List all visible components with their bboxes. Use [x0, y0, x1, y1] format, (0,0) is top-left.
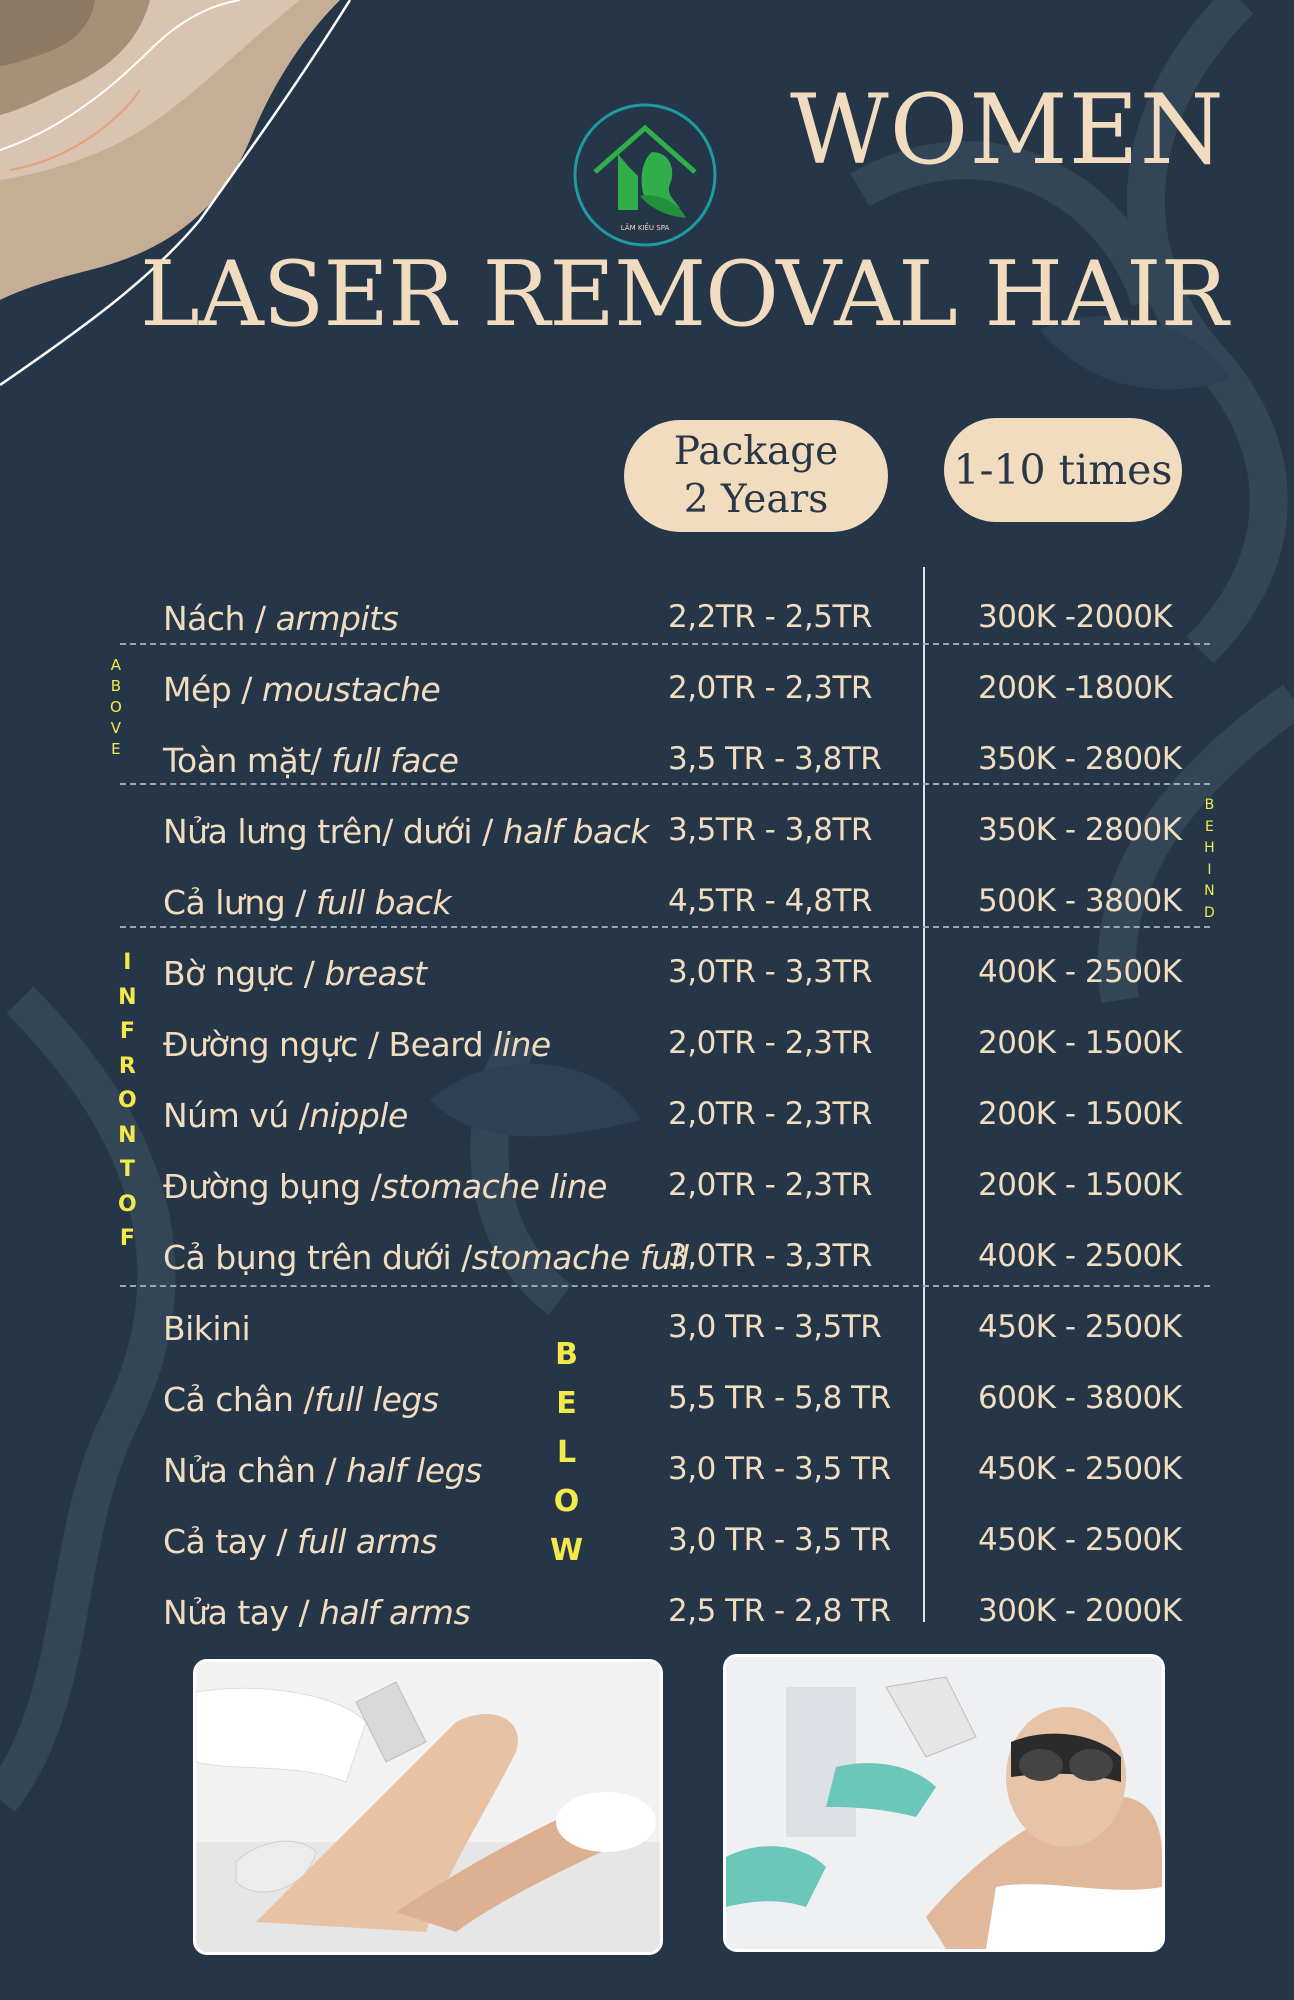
page-title-women: WOMEN — [790, 74, 1225, 186]
label-behind — [1204, 795, 1215, 924]
vertical-label-letter: O — [553, 1484, 580, 1519]
service-name — [163, 1025, 551, 1064]
service-name — [163, 1238, 689, 1277]
service-name-vi: Cả lưng / — [163, 883, 316, 922]
vertical-label-letter: N — [118, 1122, 137, 1148]
service-name — [163, 1593, 470, 1632]
per-session-price: 350K - 2800K — [978, 741, 1182, 777]
service-name-vi: Nách / — [163, 599, 276, 638]
package-price: 3,0TR - 3,3TR — [668, 954, 872, 990]
times-label: 1-10 times — [953, 446, 1173, 494]
per-session-price: 200K - 1500K — [978, 1096, 1182, 1132]
vertical-label-letter: O — [118, 1088, 137, 1113]
vertical-label-letter: E — [556, 1386, 577, 1421]
service-name — [163, 741, 458, 780]
package-price: 3,0 TR - 3,5 TR — [668, 1522, 891, 1558]
service-name-en: breast — [324, 954, 427, 993]
package-price: 2,0TR - 2,3TR — [668, 1167, 872, 1203]
vertical-label-letter: F — [119, 1019, 135, 1044]
vertical-label-letter: O — [110, 698, 122, 716]
service-name-en: half back — [502, 812, 650, 851]
per-session-price: 400K - 2500K — [978, 954, 1182, 990]
package-price: 2,0TR - 2,3TR — [668, 670, 872, 706]
service-name-en: half arms — [319, 1593, 471, 1632]
service-name-vi: Núm vú / — [163, 1096, 310, 1135]
per-session-price: 200K -1800K — [978, 670, 1173, 706]
service-name-vi: Bikini — [163, 1309, 251, 1348]
service-name-vi: Cả chân / — [163, 1380, 315, 1419]
times-column-header — [944, 418, 1182, 522]
price-row — [0, 1508, 1294, 1579]
vertical-label-letter: H — [1204, 840, 1215, 856]
vertical-label-letter: D — [1204, 904, 1215, 921]
label-above — [110, 655, 122, 760]
service-name-vi: Toàn mặt/ — [163, 741, 332, 780]
per-session-price: 200K - 1500K — [978, 1025, 1182, 1061]
price-row — [0, 869, 1294, 940]
vertical-label-letter: W — [550, 1533, 584, 1568]
vertical-label-letter: I — [1207, 861, 1212, 878]
service-name-en: stomache line — [381, 1167, 607, 1206]
per-session-price: 450K - 2500K — [978, 1309, 1182, 1345]
vertical-label-letter: N — [118, 984, 137, 1010]
service-name — [163, 599, 398, 638]
service-name-vi: Mép / — [163, 670, 262, 709]
service-name — [163, 670, 440, 709]
service-name-vi: Cả bụng trên dưới / — [163, 1238, 472, 1277]
vertical-label-letter: A — [110, 656, 122, 674]
service-name-vi: Cả tay / — [163, 1522, 298, 1561]
price-row — [0, 940, 1294, 1011]
legs-laser-illustration — [196, 1662, 660, 1952]
per-session-price: 350K - 2800K — [978, 812, 1182, 848]
package-price: 2,0TR - 2,3TR — [668, 1025, 872, 1061]
price-row — [0, 798, 1294, 869]
price-row — [0, 656, 1294, 727]
package-label-line2: 2 Years — [683, 477, 829, 522]
service-name — [163, 812, 649, 851]
service-name — [163, 1380, 439, 1419]
service-name-en: full face — [331, 741, 459, 780]
price-row — [0, 1011, 1294, 1082]
vertical-label-letter: O — [118, 1191, 137, 1217]
label-infront-of — [118, 946, 137, 1257]
service-name-en: armpits — [275, 599, 399, 638]
price-row — [0, 1224, 1294, 1295]
vertical-label-letter: E — [111, 740, 121, 758]
service-name-vi: Bờ ngực / — [163, 954, 325, 993]
vertical-label-letter: B — [555, 1337, 578, 1372]
service-name — [163, 1522, 437, 1561]
per-session-price: 400K - 2500K — [978, 1238, 1182, 1274]
vertical-label-letter: F — [119, 1226, 135, 1251]
face-laser-illustration — [726, 1657, 1162, 1949]
logo-text: LÂM KIỀU SPA — [620, 224, 670, 232]
per-session-price: 200K - 1500K — [978, 1167, 1182, 1203]
package-price: 2,5 TR - 2,8 TR — [668, 1593, 891, 1629]
label-below — [550, 1330, 583, 1575]
page-title: LASER REMOVAL HAIR — [140, 242, 1228, 347]
per-session-price: 600K - 3800K — [978, 1380, 1182, 1416]
service-name — [163, 954, 427, 993]
vertical-label-letter: T — [119, 1157, 135, 1182]
legs-laser-photo — [193, 1659, 663, 1955]
service-name-en: half legs — [346, 1451, 482, 1490]
price-row — [0, 1082, 1294, 1153]
service-name-en: full arms — [297, 1522, 438, 1561]
per-session-price: 300K - 2000K — [978, 1593, 1182, 1629]
service-name-vi: Nửa lưng trên/ dưới / — [163, 812, 503, 851]
service-name-en: stomache full — [471, 1238, 689, 1277]
package-column-header — [624, 420, 888, 532]
per-session-price: 300K -2000K — [978, 599, 1173, 635]
price-row — [0, 727, 1294, 798]
service-name — [163, 1167, 607, 1206]
vertical-label-letter: B — [110, 677, 122, 695]
package-label-line1: Package — [673, 429, 839, 474]
price-row — [0, 1153, 1294, 1224]
package-price: 3,5 TR - 3,8TR — [668, 741, 882, 777]
service-name — [163, 1096, 408, 1135]
vertical-label-letter: V — [110, 719, 122, 737]
service-name-en: full back — [315, 883, 452, 922]
service-name-vi: Nửa chân / — [163, 1451, 347, 1490]
price-row — [0, 1295, 1294, 1366]
vertical-label-letter: E — [1204, 818, 1214, 835]
vertical-label-letter: R — [118, 1053, 136, 1079]
service-name-en: full legs — [314, 1380, 439, 1419]
service-name — [163, 1309, 250, 1348]
package-price: 4,5TR - 4,8TR — [668, 883, 872, 919]
service-name-en: nipple — [309, 1096, 408, 1135]
vertical-label-letter: L — [556, 1435, 577, 1470]
spa-logo — [570, 100, 720, 250]
price-row — [0, 1579, 1294, 1650]
package-price: 3,0 TR - 3,5TR — [668, 1309, 882, 1345]
service-name — [163, 883, 451, 922]
vertical-label-letter: I — [123, 950, 132, 975]
package-price: 3,0 TR - 3,5 TR — [668, 1451, 891, 1487]
service-name-vi: Nửa tay / — [163, 1593, 320, 1632]
package-price: 5,5 TR - 5,8 TR — [668, 1380, 891, 1416]
service-name-en: line — [493, 1025, 551, 1064]
package-price: 3,0TR - 3,3TR — [668, 1238, 872, 1274]
price-row — [0, 1437, 1294, 1508]
package-price: 2,2TR - 2,5TR — [668, 599, 872, 635]
vertical-label-letter: N — [1204, 883, 1215, 899]
service-name-vi: Đường bụng / — [163, 1167, 382, 1206]
service-name — [163, 1451, 482, 1490]
vertical-label-letter: B — [1204, 797, 1215, 813]
package-price: 3,5TR - 3,8TR — [668, 812, 872, 848]
service-name-en: moustache — [261, 670, 441, 709]
price-row — [0, 585, 1294, 656]
service-name-vi: Đường ngực / Beard — [163, 1025, 494, 1064]
face-laser-photo — [723, 1654, 1165, 1952]
per-session-price: 500K - 3800K — [978, 883, 1182, 919]
per-session-price: 450K - 2500K — [978, 1522, 1182, 1558]
per-session-price: 450K - 2500K — [978, 1451, 1182, 1487]
package-price: 2,0TR - 2,3TR — [668, 1096, 872, 1132]
price-row — [0, 1366, 1294, 1437]
